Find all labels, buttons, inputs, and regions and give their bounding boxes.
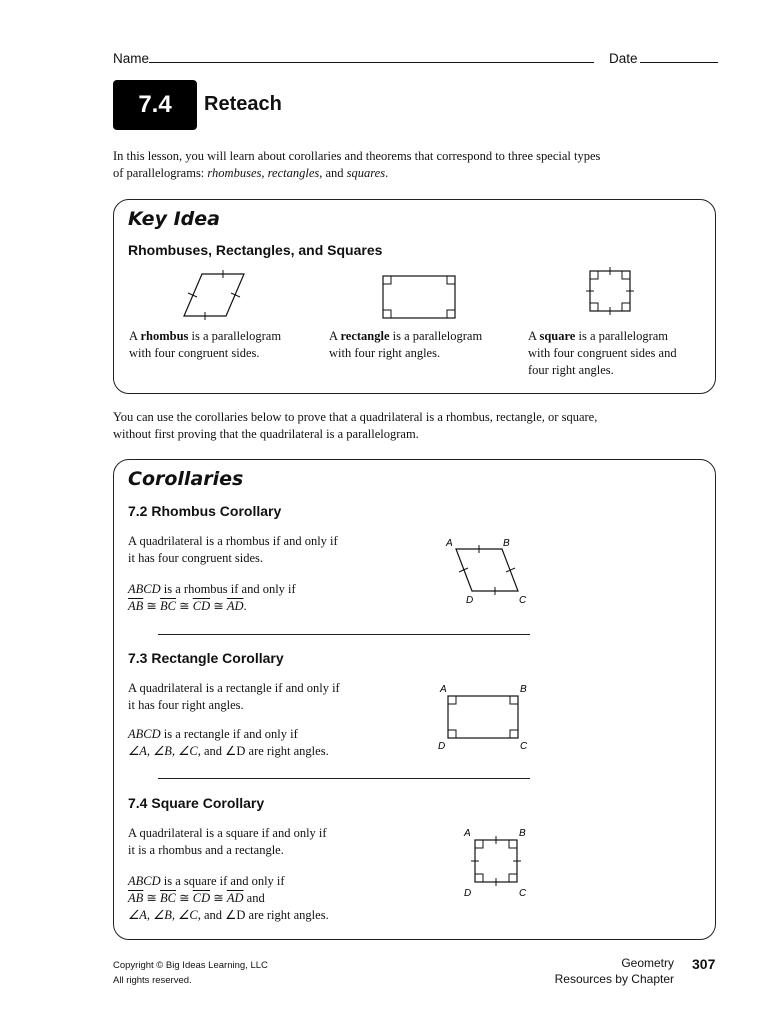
square-corollary-text bbox=[128, 825, 428, 859]
square-cor-line-2: it is a rhombus and a rectangle. bbox=[128, 843, 284, 857]
def-article: A bbox=[129, 329, 141, 343]
segment-cd: $\overline{CD}$ bbox=[192, 599, 211, 613]
date-field-row bbox=[609, 48, 718, 66]
vertex-label-b: B bbox=[520, 684, 527, 695]
rectangle-stmt-line-2 bbox=[128, 743, 428, 760]
vertex-label-b: B bbox=[503, 538, 510, 549]
segment-cd: $\overline{CD}$ bbox=[192, 891, 211, 905]
square-stmt-line-1 bbox=[128, 873, 448, 890]
lesson-number: 7.4 bbox=[138, 91, 172, 118]
lesson-number-badge bbox=[113, 80, 197, 130]
footer-book-info bbox=[555, 955, 674, 987]
date-line[interactable] bbox=[640, 48, 718, 63]
rectangle-cor-line-1: A quadrilateral is a rectangle if and only if bbox=[128, 681, 340, 695]
intro-line-1: In this lesson, you will learn about corollaries and theorems that correspond to three special types bbox=[113, 149, 601, 163]
def-text: is a parallelogram bbox=[389, 329, 483, 343]
name-line[interactable] bbox=[149, 48, 594, 63]
rhombus-definition bbox=[129, 328, 324, 362]
date-label: Date bbox=[609, 51, 638, 66]
square-def-line-1 bbox=[528, 328, 708, 345]
segment-ad: $\overline{AD}$ bbox=[226, 891, 244, 905]
intro-and: , and bbox=[319, 166, 347, 180]
middle-paragraph bbox=[113, 409, 713, 443]
angles-abc: ∠A, ∠B, ∠C, bbox=[128, 744, 201, 758]
square-cor-line-1: A quadrilateral is a square if and only if bbox=[128, 826, 327, 840]
congruent-symbol: ≅ bbox=[176, 599, 193, 613]
rhombus-def-line-2: with four congruent sides. bbox=[129, 346, 260, 360]
congruent-symbol: ≅ bbox=[143, 599, 161, 613]
rectangle-corollary-figure bbox=[436, 682, 536, 754]
term-squares: squares bbox=[346, 166, 386, 180]
square-corollary-statement bbox=[128, 873, 448, 924]
rhombus-figure bbox=[180, 270, 250, 320]
congruent-symbol: ≅ bbox=[176, 891, 193, 905]
def-text: is a parallelogram bbox=[188, 329, 282, 343]
def-article: A bbox=[528, 329, 540, 343]
vertex-label-c: C bbox=[520, 741, 528, 752]
congruent-symbol: ≅ bbox=[210, 891, 227, 905]
stmt-text: is a rectangle if and only if bbox=[160, 727, 298, 741]
intro-text: of parallelograms: bbox=[113, 166, 208, 180]
square-corollary-figure bbox=[460, 826, 536, 900]
vertex-label-a: A bbox=[446, 538, 453, 549]
rights-text: All rights reserved. bbox=[113, 975, 192, 986]
segment-ab: $\overline{AB}$ bbox=[128, 599, 144, 613]
page-number: 307 bbox=[692, 956, 716, 972]
square-def-line-3: four right angles. bbox=[528, 363, 614, 377]
rhombus-stmt-line-2 bbox=[128, 598, 428, 615]
square-corollary-heading: 7.4 Square Corollary bbox=[128, 795, 265, 811]
square-def-line-2: with four congruent sides and bbox=[528, 346, 677, 360]
stmt-end: are right angles. bbox=[245, 908, 329, 922]
stmt-text: is a rhombus if and only if bbox=[160, 582, 296, 596]
angles-abc: ∠A, ∠B, ∠C, bbox=[128, 908, 201, 922]
rectangle-def-line-2: with four right angles. bbox=[329, 346, 441, 360]
vertex-label-a: A bbox=[440, 684, 447, 695]
segment-bc: $\overline{BC}$ bbox=[160, 599, 176, 613]
intro-end: . bbox=[385, 166, 389, 180]
abcd: ABCD bbox=[128, 727, 161, 741]
segment-bc: $\overline{BC}$ bbox=[160, 891, 176, 905]
middle-line-2: without first proving that the quadrilateral is a parallelogram. bbox=[113, 427, 419, 441]
divider bbox=[158, 634, 530, 635]
divider bbox=[158, 778, 530, 779]
vertex-label-c: C bbox=[519, 888, 527, 899]
key-idea-title: Key Idea bbox=[128, 208, 220, 230]
angle-d: and ∠D bbox=[200, 908, 246, 922]
def-article: A bbox=[329, 329, 341, 343]
def-text: is a parallelogram bbox=[575, 329, 669, 343]
vertex-label-d: D bbox=[464, 888, 472, 899]
rhombus-corollary-heading: 7.2 Rhombus Corollary bbox=[128, 503, 282, 519]
square-term: square bbox=[539, 329, 576, 343]
rectangle-corollary-text bbox=[128, 680, 428, 714]
segment-ab: $\overline{AB}$ bbox=[128, 891, 144, 905]
middle-line-1: You can use the corollaries below to prove that a quadrilateral is a rhombus, rectangle, or square, bbox=[113, 410, 598, 424]
intro-sep: , bbox=[261, 166, 268, 180]
name-label: Name bbox=[113, 51, 150, 66]
key-idea-subtitle: Rhombuses, Rectangles, and Squares bbox=[128, 242, 383, 258]
square-figure bbox=[586, 266, 634, 316]
lesson-title: Reteach bbox=[204, 93, 282, 115]
rhombus-cor-line-2: it has four congruent sides. bbox=[128, 551, 264, 565]
rhombus-corollary-figure bbox=[440, 535, 535, 607]
rectangle-corollary-heading: 7.3 Rectangle Corollary bbox=[128, 650, 284, 666]
rectangle-def-line-1 bbox=[329, 328, 524, 345]
abcd: ABCD bbox=[128, 582, 161, 596]
copyright-text: Copyright © Big Ideas Learning, LLC bbox=[113, 960, 268, 971]
rectangle-cor-line-2: it has four right angles. bbox=[128, 698, 244, 712]
square-stmt-line-3 bbox=[128, 907, 448, 924]
vertex-label-a: A bbox=[464, 828, 471, 839]
stmt-and: and bbox=[243, 891, 265, 905]
segment-ad: $\overline{AD}$ bbox=[226, 599, 244, 613]
term-rectangles: rectangles bbox=[267, 166, 320, 180]
name-field-row bbox=[113, 48, 594, 66]
angle-d: and ∠D bbox=[200, 744, 246, 758]
intro-paragraph bbox=[113, 148, 713, 182]
term-rhombuses: rhombuses bbox=[207, 166, 262, 180]
resources-label: Resources by Chapter bbox=[554, 972, 674, 986]
footer-copyright bbox=[113, 958, 268, 988]
vertex-label-b: B bbox=[519, 828, 526, 839]
rhombus-stmt-line-1 bbox=[128, 581, 428, 598]
rhombus-term: rhombus bbox=[140, 329, 189, 343]
vertex-label-d: D bbox=[466, 595, 474, 606]
rectangle-term: rectangle bbox=[340, 329, 390, 343]
rhombus-corollary-text bbox=[128, 533, 428, 567]
stmt-end: are right angles. bbox=[245, 744, 329, 758]
rectangle-corollary-statement bbox=[128, 726, 428, 760]
intro-line-2 bbox=[113, 165, 713, 182]
book-title: Geometry bbox=[621, 956, 674, 970]
vertex-label-d: D bbox=[438, 741, 446, 752]
rhombus-corollary-statement bbox=[128, 581, 428, 615]
square-stmt-line-2 bbox=[128, 890, 448, 907]
square-definition bbox=[528, 328, 708, 379]
stmt-text: is a square if and only if bbox=[160, 874, 285, 888]
corollaries-title: Corollaries bbox=[128, 468, 244, 490]
congruent-symbol: ≅ bbox=[210, 599, 227, 613]
rectangle-definition bbox=[329, 328, 524, 362]
rectangle-stmt-line-1 bbox=[128, 726, 428, 743]
rectangle-figure bbox=[382, 275, 456, 319]
stmt-end: . bbox=[243, 599, 247, 613]
vertex-label-c: C bbox=[519, 595, 527, 606]
congruent-symbol: ≅ bbox=[143, 891, 161, 905]
rhombus-cor-line-1: A quadrilateral is a rhombus if and only if bbox=[128, 534, 338, 548]
rhombus-def-line-1 bbox=[129, 328, 324, 345]
abcd: ABCD bbox=[128, 874, 161, 888]
